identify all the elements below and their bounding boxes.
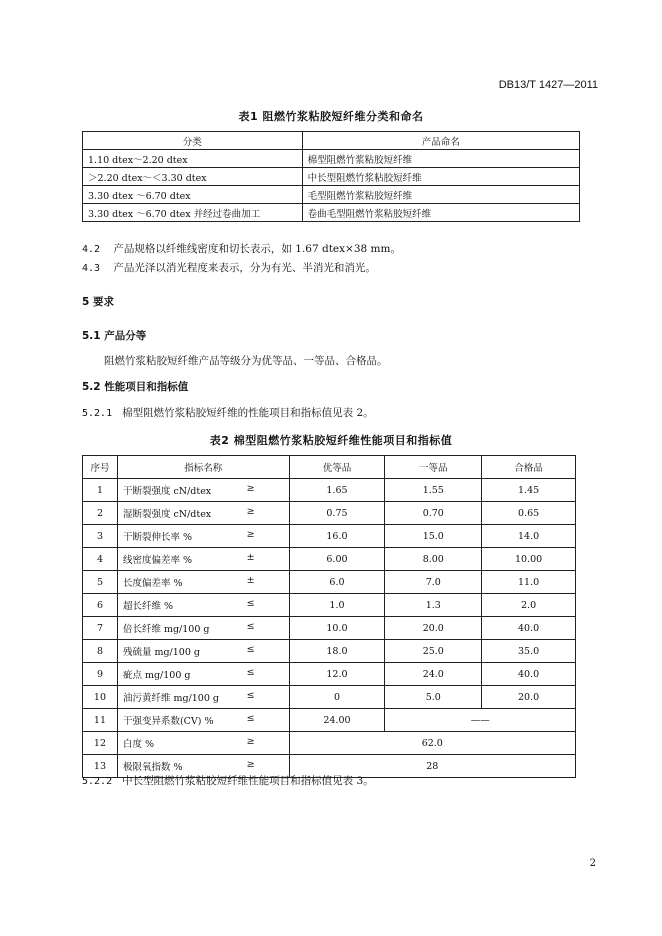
table-row [83, 204, 580, 222]
merged-value: 62.0 [289, 732, 575, 755]
table-row [83, 709, 576, 732]
comparison-symbol: ≤ [246, 667, 255, 678]
premium-value: 1.0 [289, 594, 385, 617]
qualified-value: 0.65 [482, 502, 576, 525]
first-grade-value: 7.0 [385, 571, 482, 594]
table2-header-cell: 指标名称 [117, 456, 289, 479]
first-grade-value: 1.55 [385, 479, 482, 502]
first-grade-value: 0.70 [385, 502, 482, 525]
table-row [83, 502, 576, 525]
row-number: 10 [83, 686, 118, 709]
section-5-1-heading: 5.1 产品分等 [82, 330, 147, 342]
indicator-name [117, 479, 289, 502]
indicator-name [117, 525, 289, 548]
table2-header-cell: 一等品 [385, 456, 482, 479]
table2-header-row [83, 456, 576, 479]
row-number: 9 [83, 663, 118, 686]
qualified-value: 2.0 [482, 594, 576, 617]
table1-caption: 表1 阻燃竹浆粘胶短纤维分类和命名 [238, 110, 424, 123]
qualified-value: 20.0 [482, 686, 576, 709]
table2-header-cell: 优等品 [289, 456, 385, 479]
table1-cell: ＞2.20 dtex～＜3.30 dtex [83, 168, 303, 186]
comparison-symbol: ± [246, 575, 255, 586]
table1-cell: 3.30 dtex ～6.70 dtex 并经过卷曲加工 [83, 204, 303, 222]
indicator-name [117, 594, 289, 617]
premium-value: 16.0 [289, 525, 385, 548]
indicator-name [117, 571, 289, 594]
row-number: 5 [83, 571, 118, 594]
indicator-label: 长度偏差率 % [122, 578, 183, 589]
comparison-symbol: ≥ [246, 759, 255, 770]
table-row [83, 594, 576, 617]
clause-5-2-1 [82, 405, 374, 420]
indicator-label: 疵点 mg/100 g [122, 670, 191, 681]
table-row [83, 150, 580, 168]
table-row [83, 617, 576, 640]
row-number: 2 [83, 502, 118, 525]
first-grade-value: 1.3 [385, 594, 482, 617]
comparison-symbol: ≤ [246, 690, 255, 701]
section-5-1-text: 阻燃竹浆粘胶短纤维产品等级分为优等品、一等品、合格品。 [104, 355, 388, 367]
table-row [83, 640, 576, 663]
qualified-value: 10.00 [482, 548, 576, 571]
indicator-name [117, 548, 289, 571]
indicator-label: 残硫量 mg/100 g [122, 647, 200, 658]
clause-text: 产品光泽以消光程度来表示，分为有光、半消光和消光。 [113, 262, 376, 274]
qualified-value: 1.45 [482, 479, 576, 502]
qualified-value: 14.0 [482, 525, 576, 548]
comparison-symbol: ≤ [246, 621, 255, 632]
clause-text: 中长型阻燃竹浆粘胶短纤维性能项目和指标值见表 3。 [122, 775, 374, 787]
first-grade-value: 24.0 [385, 663, 482, 686]
first-grade-value: 15.0 [385, 525, 482, 548]
first-grade-value: 8.00 [385, 548, 482, 571]
premium-value: 0.75 [289, 502, 385, 525]
clause-number: 5.2.2 [82, 776, 113, 787]
table2-caption: 表2 棉型阻燃竹浆粘胶短纤维性能项目和指标值 [209, 434, 453, 447]
comparison-symbol: ≥ [246, 736, 255, 747]
indicator-name [117, 663, 289, 686]
clause-text: 产品规格以纤维线密度和切长表示，如 1.67 dtex×38 mm。 [113, 243, 401, 255]
first-grade-value: 20.0 [385, 617, 482, 640]
qualified-value: 40.0 [482, 617, 576, 640]
indicator-label: 干强变异系数(CV) % [122, 716, 214, 727]
indicator-label: 超长纤维 % [122, 601, 173, 612]
indicator-name [117, 502, 289, 525]
table2-header-cell: 序号 [83, 456, 118, 479]
first-grade-value: 25.0 [385, 640, 482, 663]
clause-number: 4.3 [82, 263, 101, 274]
comparison-symbol: ≥ [246, 529, 255, 540]
table1-cell: 卷曲毛型阻燃竹浆粘胶短纤维 [302, 204, 579, 222]
standard-code: DB13/T 1427—2011 [498, 79, 598, 91]
premium-value: 10.0 [289, 617, 385, 640]
page-number: 2 [589, 858, 596, 869]
clause-text: 棉型阻燃竹浆粘胶短纤维的性能项目和指标值见表 2。 [122, 407, 374, 419]
clause-number: 5.2.1 [82, 408, 113, 419]
indicator-name [117, 617, 289, 640]
comparison-symbol: ≤ [246, 713, 255, 724]
premium-value: 6.00 [289, 548, 385, 571]
merged-value: 28 [289, 755, 575, 778]
table1-cell: 1.10 dtex～2.20 dtex [83, 150, 303, 168]
indicator-name [117, 640, 289, 663]
comparison-symbol: ≤ [246, 644, 255, 655]
qualified-value: 40.0 [482, 663, 576, 686]
table-row [83, 479, 576, 502]
row-number: 12 [83, 732, 118, 755]
merged-value: —— [385, 709, 576, 732]
indicator-label: 油污黄纤维 mg/100 g [122, 693, 219, 704]
premium-value: 12.0 [289, 663, 385, 686]
row-number: 1 [83, 479, 118, 502]
indicator-name [117, 732, 289, 755]
row-number: 7 [83, 617, 118, 640]
table1 [82, 131, 580, 222]
table1-cell: 3.30 dtex ～6.70 dtex [83, 186, 303, 204]
premium-value: 6.0 [289, 571, 385, 594]
indicator-label: 极限氧指数 % [122, 762, 183, 773]
indicator-label: 湿断裂强度 cN/dtex [122, 509, 212, 520]
indicator-label: 干断裂伸长率 % [122, 532, 192, 543]
indicator-label: 线密度偏差率 % [122, 555, 192, 566]
table-row [83, 686, 576, 709]
qualified-value: 35.0 [482, 640, 576, 663]
row-number: 11 [83, 709, 118, 732]
comparison-symbol: ≥ [246, 483, 255, 494]
row-number: 6 [83, 594, 118, 617]
table-row [83, 525, 576, 548]
qualified-value: 11.0 [482, 571, 576, 594]
table-row [83, 663, 576, 686]
table2-body [83, 479, 576, 709]
section-5-heading: 5 要求 [82, 296, 114, 308]
premium-value: 18.0 [289, 640, 385, 663]
table-row [83, 732, 576, 755]
row-number: 4 [83, 548, 118, 571]
indicator-label: 倍长纤维 mg/100 g [122, 624, 210, 635]
premium-value: 1.65 [289, 479, 385, 502]
table2 [82, 455, 576, 778]
indicator-name [117, 709, 289, 732]
table-row [83, 548, 576, 571]
row-number: 13 [83, 755, 118, 778]
comparison-symbol: ≤ [246, 598, 255, 609]
clause-5-2-2 [82, 773, 374, 788]
comparison-symbol: ≥ [246, 506, 255, 517]
table1-cell: 棉型阻燃竹浆粘胶短纤维 [302, 150, 579, 168]
table-row [83, 571, 576, 594]
table1-header-row [83, 132, 580, 150]
premium-value: 24.00 [289, 709, 385, 732]
table1-header-cell: 产品命名 [302, 132, 579, 150]
comparison-symbol: ± [246, 552, 255, 563]
clause-4-2 [82, 241, 401, 256]
row-number: 3 [83, 525, 118, 548]
section-5-2-heading: 5.2 性能项目和指标值 [82, 381, 189, 393]
table2-header-cell: 合格品 [482, 456, 576, 479]
clause-number: 4.2 [82, 244, 101, 255]
table-row [83, 168, 580, 186]
indicator-label: 干断裂强度 cN/dtex [122, 486, 212, 497]
premium-value: 0 [289, 686, 385, 709]
table-row [83, 186, 580, 204]
clause-4-3 [82, 260, 376, 275]
table1-cell: 中长型阻燃竹浆粘胶短纤维 [302, 168, 579, 186]
first-grade-value: 5.0 [385, 686, 482, 709]
indicator-label: 白度 % [122, 739, 154, 750]
table1-cell: 毛型阻燃竹浆粘胶短纤维 [302, 186, 579, 204]
table1-header-cell: 分类 [83, 132, 303, 150]
row-number: 8 [83, 640, 118, 663]
indicator-name [117, 686, 289, 709]
